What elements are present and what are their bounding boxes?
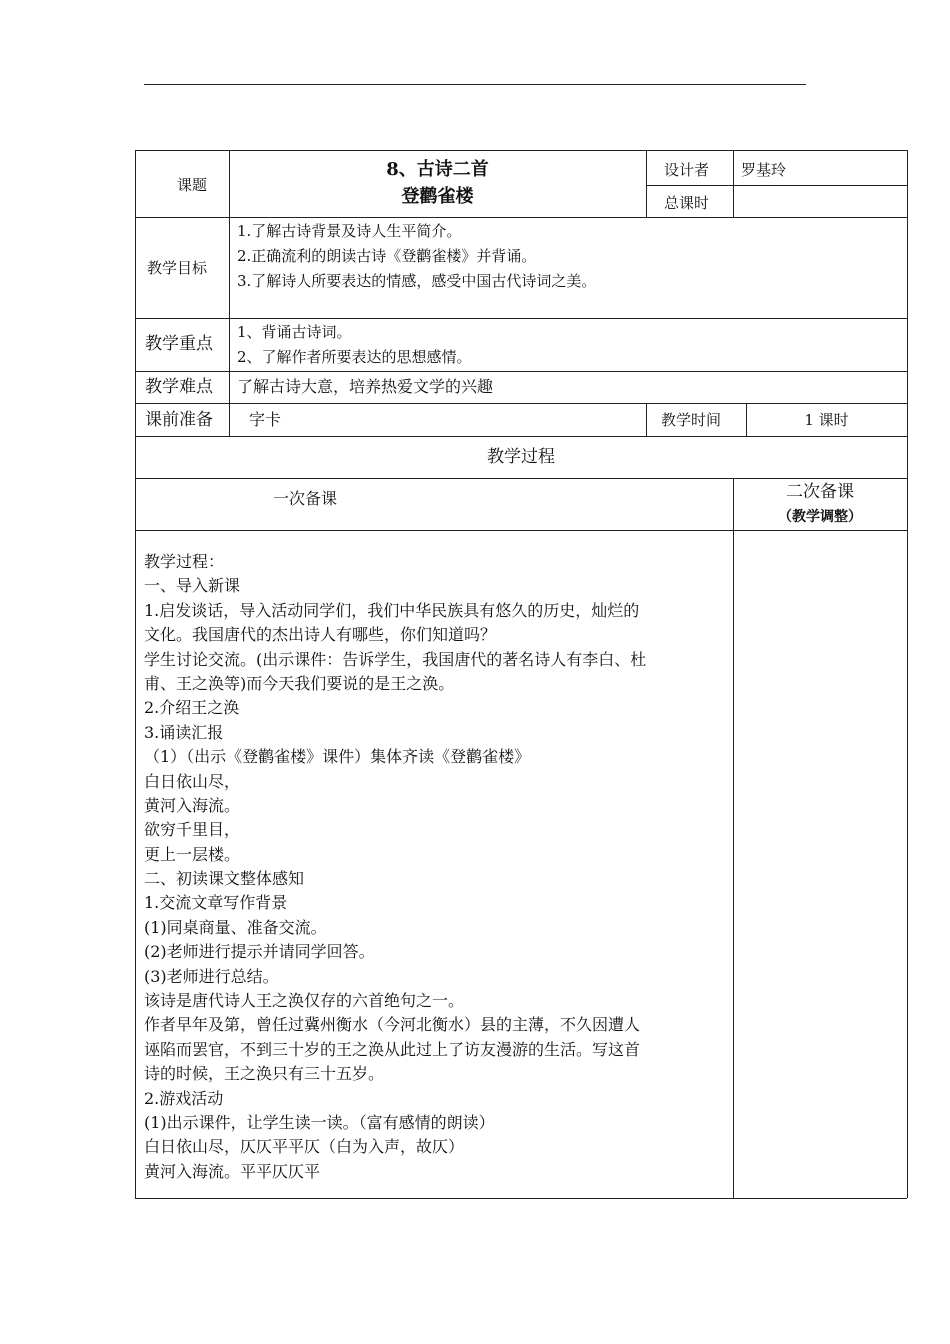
body-line: 教学过程： bbox=[144, 552, 225, 571]
total-hours-label: 总课时 bbox=[664, 194, 710, 212]
prep-column-divider bbox=[646, 403, 647, 436]
body-line: 诗的时候，王之涣只有三十五岁。 bbox=[144, 1064, 385, 1084]
lesson-process-body bbox=[144, 550, 728, 1184]
body-line: 文化。我国唐代的杰出诗人有哪些，你们知道吗？ bbox=[144, 625, 497, 645]
body-line: 黄河入海流。 bbox=[144, 795, 241, 815]
row-divider-prep-headers bbox=[135, 530, 907, 531]
body-line: 黄河入海流。平平仄仄平 bbox=[144, 1161, 321, 1181]
time-value: 1 课时 bbox=[804, 411, 849, 429]
difficulty-label: 教学难点 bbox=[145, 377, 213, 397]
second-prep-header: 二次备课 bbox=[786, 482, 854, 502]
body-line: 甫、王之涣等)而今天我们要说的是王之涣。 bbox=[144, 673, 455, 693]
row-divider-objectives bbox=[135, 318, 907, 319]
designer-label: 设计者 bbox=[664, 161, 710, 179]
body-line: 欲穷千里目， bbox=[144, 820, 241, 840]
body-line: 该诗是唐代诗人王之涣仅存的六首绝句之一。 bbox=[144, 991, 465, 1011]
body-line: (1)出示课件，让学生读一读。（富有感情的朗读） bbox=[144, 1112, 495, 1132]
body-line: 二、初读课文整体感知 bbox=[144, 869, 305, 889]
body-line: 2.游戏活动 bbox=[144, 1088, 224, 1108]
row-divider-designer bbox=[646, 185, 907, 186]
row-divider-process bbox=[135, 478, 907, 479]
time-label: 教学时间 bbox=[661, 411, 722, 429]
body-line: 一、导入新课 bbox=[144, 576, 241, 596]
body-line: 1.启发谈话，导入活动同学们，我们中华民族具有悠久的历史，灿烂的 bbox=[144, 600, 640, 620]
second-prep-subheader: （教学调整） bbox=[778, 509, 862, 525]
body-line: 白日依山尽， bbox=[144, 771, 241, 791]
body-line: 更上一层楼。 bbox=[144, 844, 241, 864]
lesson-title: 8、古诗二首 bbox=[386, 159, 489, 180]
prep-value: 字卡 bbox=[249, 410, 282, 429]
prep-label: 课前准备 bbox=[145, 410, 213, 430]
objective-item: 2.正确流利的朗读古诗《登鹳雀楼》并背诵。 bbox=[237, 247, 537, 265]
table-border-right bbox=[907, 150, 908, 1198]
row-divider-prep bbox=[135, 436, 907, 437]
body-line: 2.介绍王之涣 bbox=[144, 698, 240, 718]
process-header: 教学过程 bbox=[487, 447, 555, 467]
table-border-left bbox=[135, 150, 136, 1198]
body-line: 学生讨论交流。(出示课件：告诉学生，我国唐代的著名诗人有李白、杜 bbox=[144, 649, 647, 669]
body-line: 白日依山尽，仄仄平平仄（白为入声，故仄） bbox=[144, 1137, 465, 1157]
key-points-label: 教学重点 bbox=[145, 334, 213, 354]
body-line: (3)老师进行总结。 bbox=[144, 966, 279, 986]
second-prep-column-divider bbox=[733, 478, 734, 1198]
row-divider-title bbox=[135, 217, 907, 218]
objective-item: 1.了解古诗背景及诗人生平简介。 bbox=[237, 222, 462, 240]
difficulty-text: 了解古诗大意，培养热爱文学的兴趣 bbox=[237, 377, 494, 396]
body-line: 作者早年及第，曾任过冀州衡水（今河北衡水）县的主薄，不久因遭人 bbox=[144, 1015, 641, 1035]
row-divider-keypoints bbox=[135, 371, 907, 372]
lesson-subtitle: 登鹳雀楼 bbox=[401, 186, 474, 207]
objectives-label: 教学目标 bbox=[147, 259, 208, 277]
body-line: 诬陷而罢官，不到三十岁的王之涣从此过上了访友漫游的生活。写这首 bbox=[144, 1039, 641, 1059]
first-prep-header: 一次备课 bbox=[273, 489, 338, 508]
topic-label: 课题 bbox=[177, 176, 208, 194]
table-border-top bbox=[135, 150, 907, 151]
key-point-item: 1、背诵古诗词。 bbox=[237, 323, 352, 341]
designer-name: 罗基玲 bbox=[741, 161, 787, 179]
title-column-divider bbox=[646, 150, 647, 217]
body-line: （1）（出示《登鹳雀楼》课件）集体齐读《登鹳雀楼》 bbox=[144, 747, 531, 767]
body-line: 3.诵读汇报 bbox=[144, 722, 224, 742]
designer-column-divider bbox=[733, 150, 734, 217]
objective-item: 3.了解诗人所要表达的情感，感受中国古代诗词之美。 bbox=[237, 272, 597, 290]
body-line: (1)同桌商量、准备交流。 bbox=[144, 917, 327, 937]
key-point-item: 2、了解作者所要表达的思想感情。 bbox=[237, 348, 472, 366]
body-line: (2)老师进行提示并请同学回答。 bbox=[144, 942, 375, 962]
row-divider-difficulty bbox=[135, 403, 907, 404]
body-line: 1.交流文章写作背景 bbox=[144, 893, 288, 913]
table-border-bottom bbox=[135, 1198, 907, 1199]
